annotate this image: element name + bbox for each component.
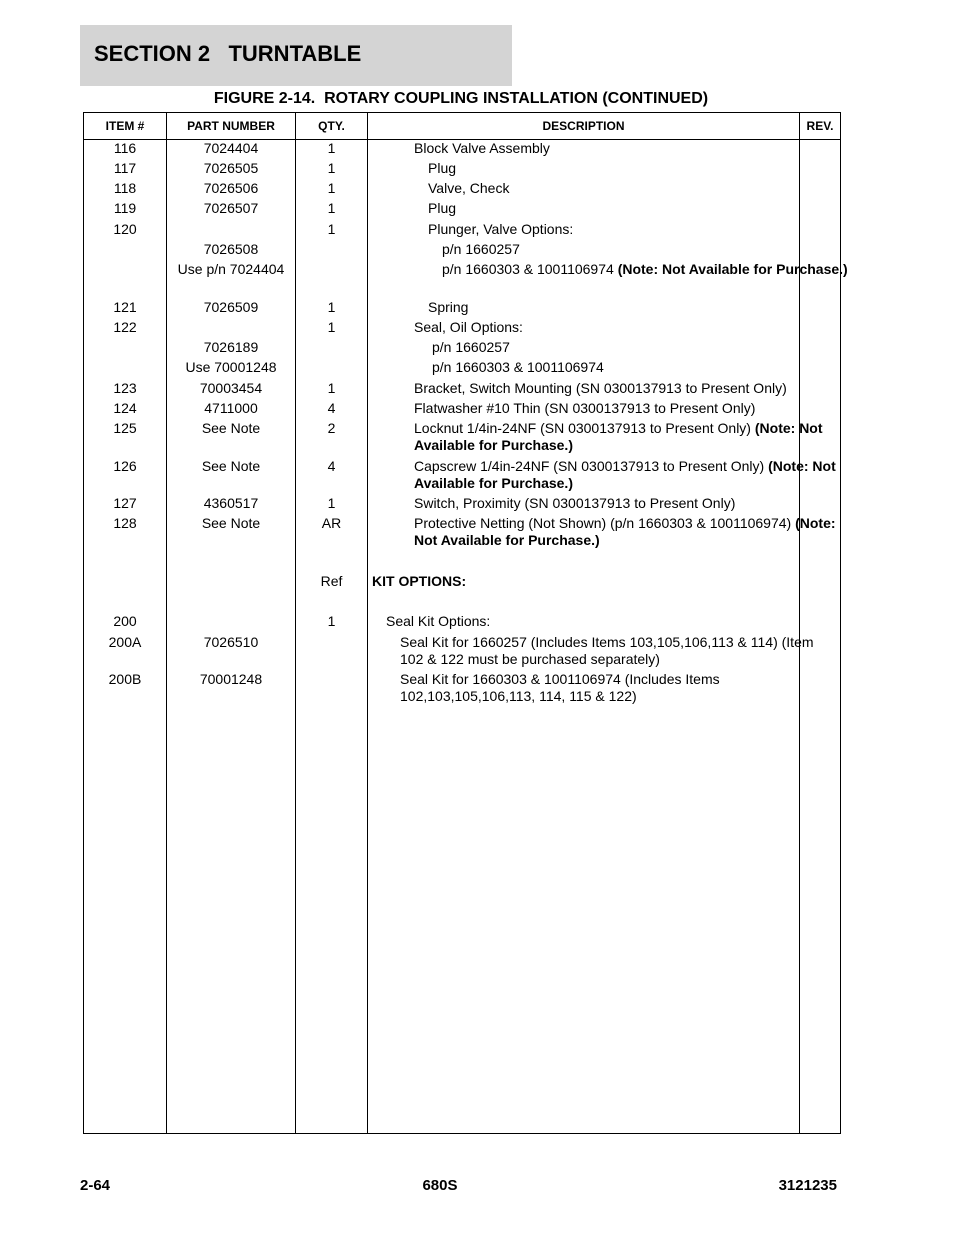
description (414, 515, 844, 549)
description (372, 573, 802, 590)
item-number: 126 (113, 458, 137, 474)
part-number: See Note (201, 515, 261, 531)
item-number: 118 (113, 180, 137, 196)
quantity: 1 (327, 319, 336, 335)
quantity: 1 (327, 140, 336, 156)
description-text: p/n 1660303 & 1001106974 (432, 359, 604, 375)
item-number: 119 (113, 200, 137, 216)
item-number: 125 (113, 420, 137, 436)
item-number: 122 (113, 319, 137, 335)
column-divider (367, 113, 368, 1133)
item-number: 121 (113, 299, 137, 315)
description-note: (Note: Not Available for Purchase.) (414, 420, 823, 453)
description (442, 261, 872, 278)
quantity: 4 (327, 458, 336, 474)
description-text: Block Valve Assembly (414, 140, 550, 156)
part-number: 7026189 (203, 339, 259, 355)
description-text: Flatwasher #10 Thin (SN 0300137913 to Present Only) (414, 400, 756, 416)
description-text: Seal Kit for 1660257 (Includes Items 103,105,106,113 & 114) (Item 102 & 122 must be purchased separately) (400, 634, 814, 667)
description (428, 180, 858, 197)
quantity: 1 (327, 180, 336, 196)
item-number: 120 (113, 221, 137, 237)
description (400, 671, 830, 705)
model-name: 680S (422, 1177, 458, 1194)
item-number: 116 (113, 140, 137, 156)
part-number: See Note (201, 420, 261, 436)
description (414, 319, 844, 336)
column-header-item: ITEM # (105, 119, 145, 133)
description (432, 359, 862, 376)
column-header-qty: QTY. (318, 119, 345, 133)
description (414, 420, 844, 454)
item-number: 200B (108, 671, 142, 687)
quantity: 2 (327, 420, 336, 436)
item-number: 127 (113, 495, 137, 511)
description-text: Plug (428, 160, 457, 176)
part-number: 4711000 (204, 400, 258, 416)
part-number: 7026505 (203, 160, 259, 176)
section-title: SECTION 2 TURNTABLE (94, 41, 362, 66)
item-number: 124 (113, 400, 137, 416)
item-number: 117 (113, 160, 137, 176)
quantity: 1 (327, 380, 336, 396)
description (428, 299, 858, 316)
description (414, 400, 844, 417)
part-number: 7026510 (203, 634, 259, 650)
column-header-part-number: PART NUMBER (187, 119, 275, 133)
quantity: 4 (327, 400, 336, 416)
description-note: KIT OPTIONS: (372, 573, 467, 589)
description-text: Seal Kit for 1660303 & 1001106974 (Includes Items 102,103,105,106,113, 114, 115 & 122) (400, 671, 720, 704)
item-number: 200A (108, 634, 142, 650)
description (414, 380, 844, 397)
description (414, 140, 844, 157)
description (432, 339, 862, 356)
quantity: 1 (327, 495, 336, 511)
quantity: 1 (327, 160, 336, 176)
description-text: Capscrew 1/4in-24NF (SN 0300137913 to Present Only) (414, 458, 769, 474)
description-note: (Note: Not Available for Purchase.) (414, 458, 836, 491)
description-text: Valve, Check (428, 180, 510, 196)
description (442, 241, 872, 258)
description (386, 613, 816, 630)
parts-table (83, 112, 848, 1134)
description (428, 200, 858, 217)
description-text: Bracket, Switch Mounting (SN 0300137913 to Present Only) (414, 380, 787, 396)
description-text: Plunger, Valve Options: (428, 221, 574, 237)
item-number: 123 (113, 380, 137, 396)
description (428, 221, 858, 238)
part-number: 7024404 (203, 140, 259, 156)
part-number: 7026509 (203, 299, 259, 315)
description-text: Plug (428, 200, 457, 216)
item-number: 128 (113, 515, 137, 531)
description-text: Switch, Proximity (SN 0300137913 to Present Only) (414, 495, 736, 511)
part-number: Use 70001248 (185, 359, 277, 375)
part-number: 7026506 (203, 180, 259, 196)
description-text: p/n 1660257 (442, 241, 520, 257)
description-text: Locknut 1/4in-24NF (SN 0300137913 to Present Only) (414, 420, 755, 436)
part-number: Use p/n 7024404 (177, 261, 285, 277)
description (428, 160, 858, 177)
quantity: AR (321, 515, 342, 531)
part-number: 7026508 (203, 241, 259, 257)
quantity: 1 (327, 299, 336, 315)
description-text: p/n 1660303 & 1001106974 (442, 261, 618, 277)
description (400, 634, 830, 668)
part-number: See Note (201, 458, 261, 474)
part-number: 70001248 (199, 671, 263, 687)
document-number: 3121235 (778, 1177, 837, 1194)
description-text: Seal Kit Options: (386, 613, 491, 629)
page-number: 2-64 (80, 1177, 111, 1194)
description-text: Seal, Oil Options: (414, 319, 523, 335)
quantity: 1 (327, 200, 336, 216)
column-header-rev: REV. (806, 119, 834, 133)
description-note: (Note: Not Available for Purchase.) (617, 261, 848, 277)
description (414, 458, 844, 492)
figure-title: FIGURE 2-14. ROTARY COUPLING INSTALLATION (CONTINUED) (213, 90, 709, 107)
description-text: Protective Netting (Not Shown) (p/n 1660303 & 1001106974) (414, 515, 796, 531)
description-text: p/n 1660257 (432, 339, 510, 355)
column-header-description: DESCRIPTION (542, 119, 625, 133)
item-number: 200 (113, 613, 137, 629)
quantity: 1 (327, 221, 336, 237)
description-text: Spring (428, 299, 469, 315)
part-number: 4360517 (203, 495, 259, 511)
quantity: 1 (327, 613, 336, 629)
section-header (80, 25, 512, 86)
part-number: 70003454 (199, 380, 263, 396)
quantity: Ref (320, 573, 343, 589)
description-note: (Note: Not Available for Purchase.) (414, 515, 836, 548)
description (414, 495, 844, 512)
part-number: 7026507 (203, 200, 259, 216)
